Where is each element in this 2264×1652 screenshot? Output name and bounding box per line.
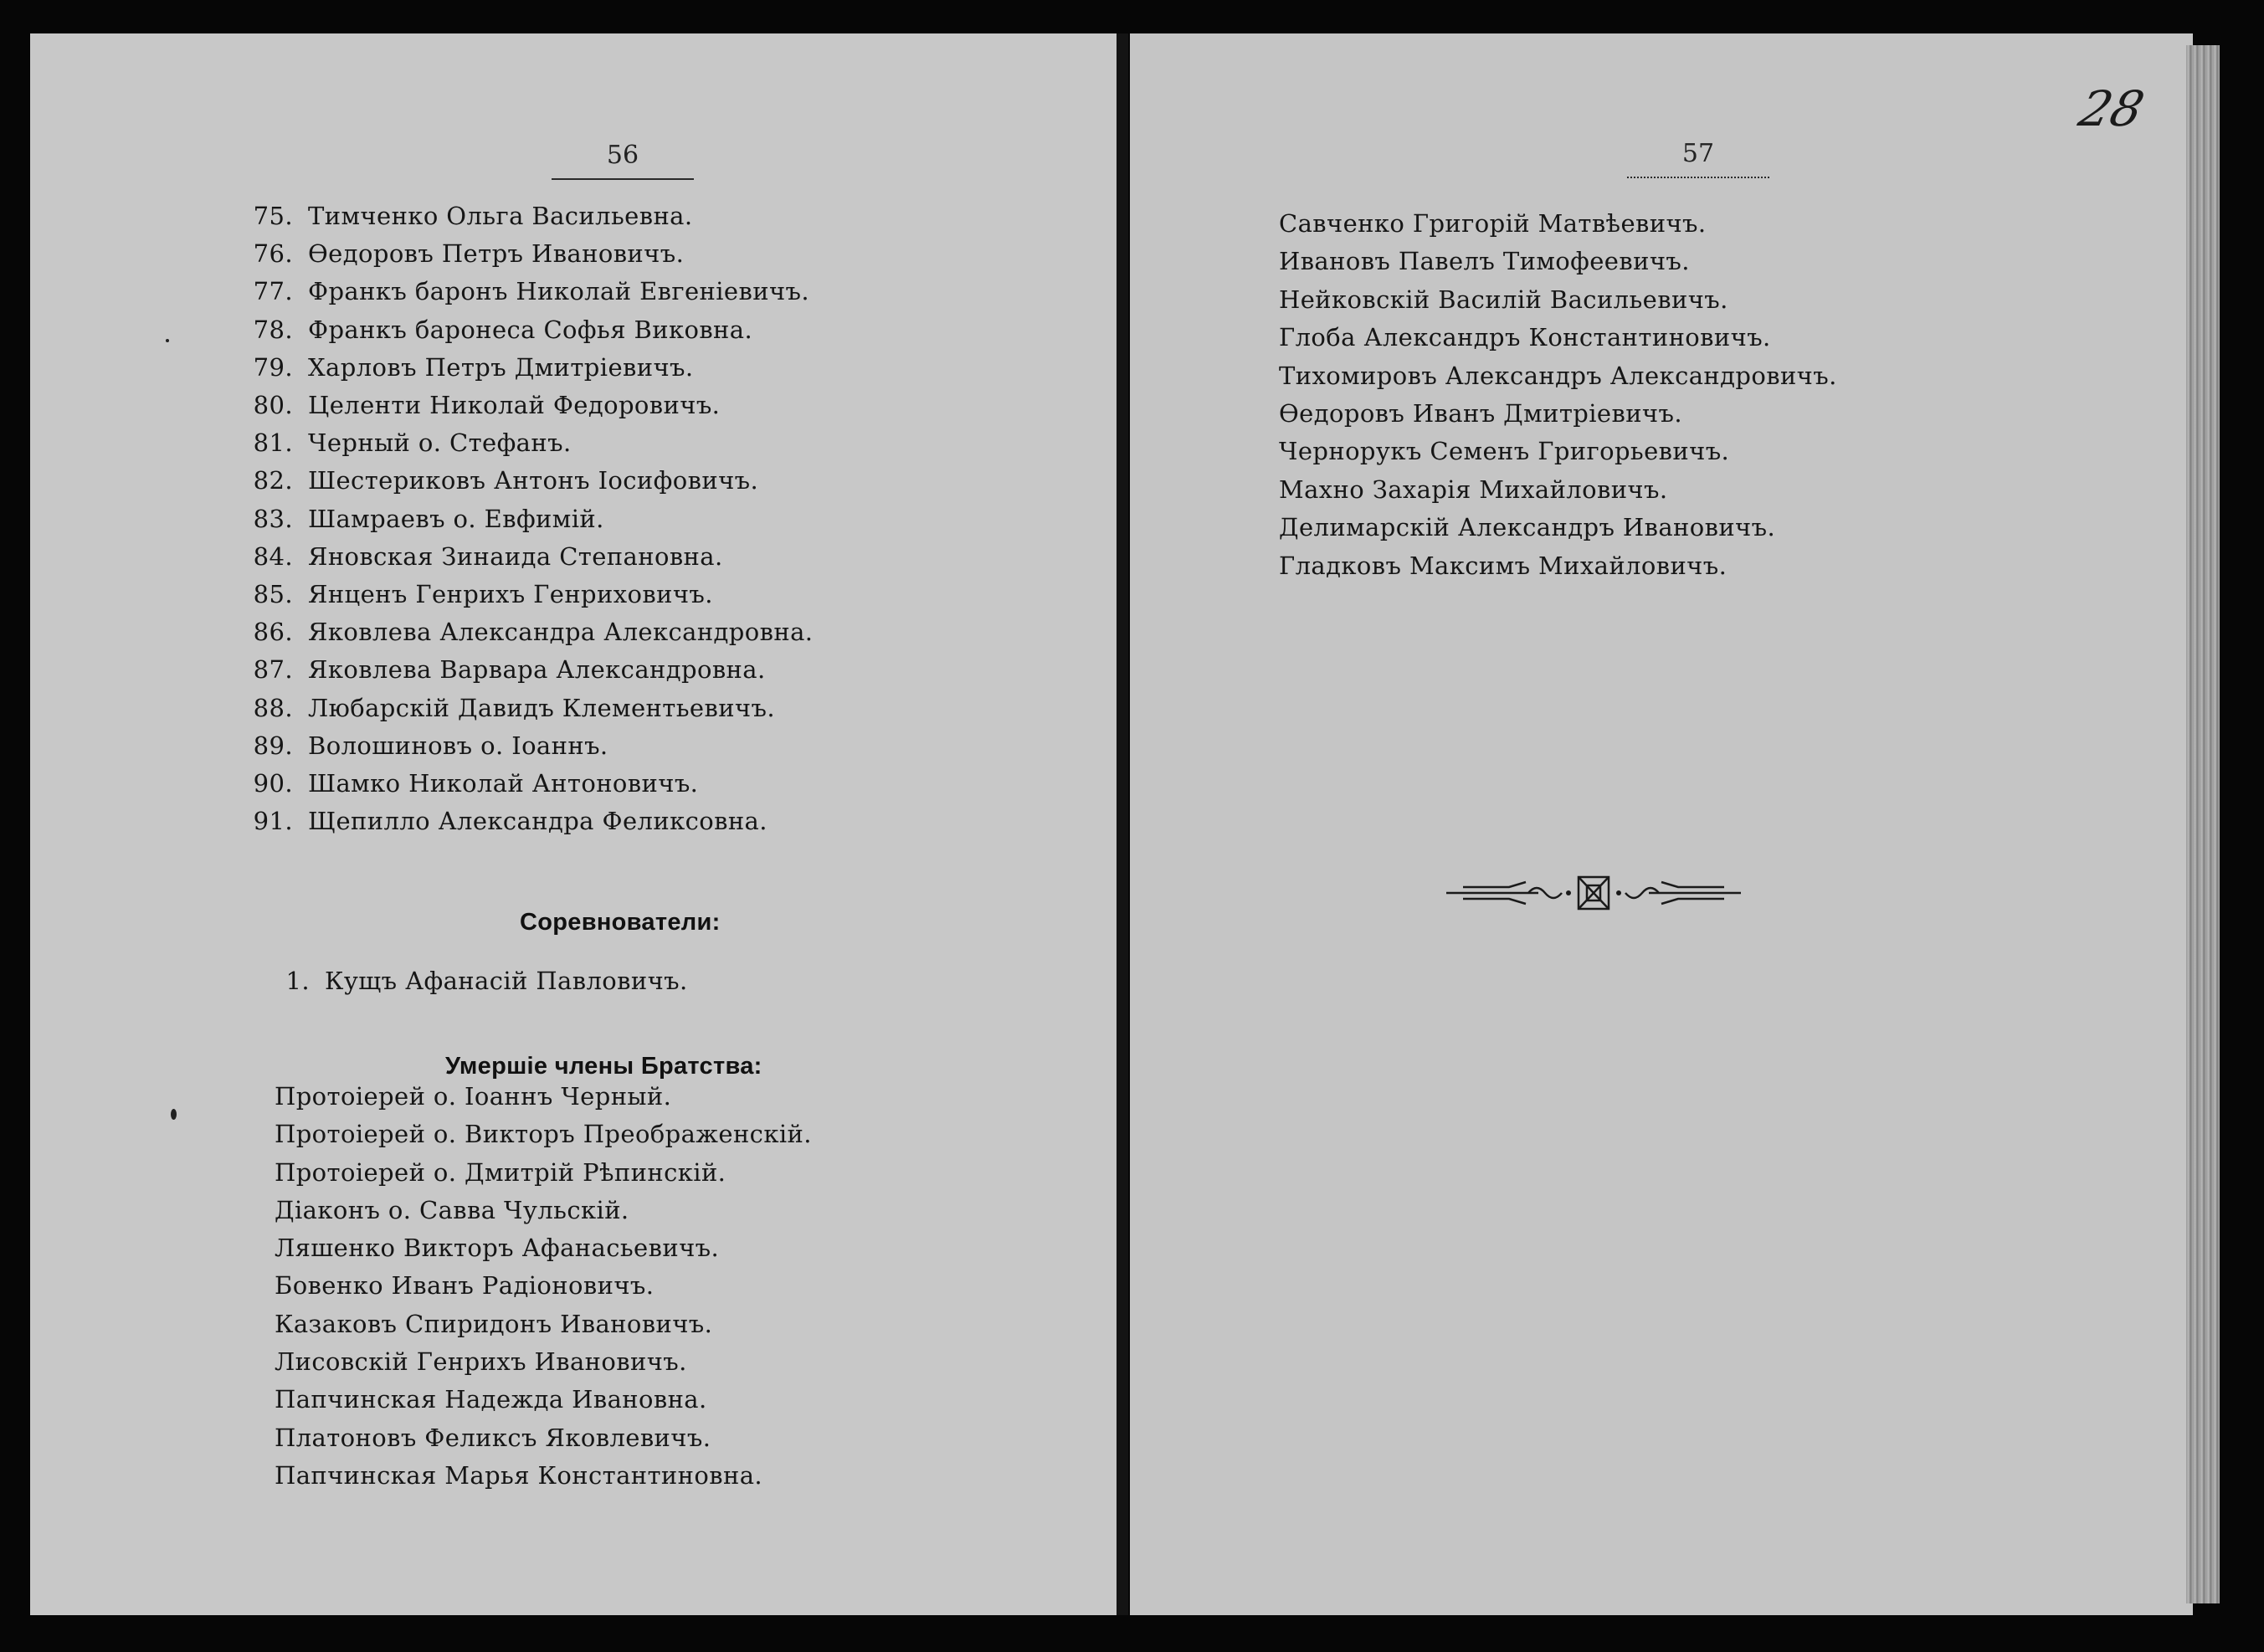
item-name: Янценъ Генрихъ Генриховичъ. (308, 580, 713, 609)
list-item: Махно Захарія Михайловичъ. (1279, 475, 1668, 504)
list-item: Савченко Григорій Матвѣевичъ. (1279, 209, 1707, 238)
item-number: 89. (253, 731, 293, 760)
item-name: Ѳедоровъ Петръ Ивановичъ. (308, 239, 685, 269)
item-name: Яковлева Варвара Александровна. (308, 655, 766, 685)
item-number: 1. (285, 967, 310, 995)
book-spine (1117, 33, 1128, 1615)
competitor-item (273, 967, 688, 995)
item-name: Тимченко Ольга Васильевна. (308, 202, 693, 230)
list-item: Делимарскій Александръ Ивановичъ. (1279, 513, 1776, 542)
left-page (30, 33, 1122, 1615)
ink-speck (166, 339, 169, 342)
list-item (249, 424, 813, 462)
members-list (249, 198, 813, 840)
page-edges (2186, 45, 2220, 1603)
item-number: 78. (253, 315, 293, 344)
list-item (249, 500, 813, 538)
item-number: 86. (253, 618, 293, 647)
list-item (249, 198, 813, 235)
page-number-right: 57 (1627, 139, 1769, 178)
list-item: Тихомировъ Александръ Александровичъ. (1279, 361, 1837, 390)
item-number: 91. (253, 807, 293, 836)
list-item: Ляшенко Викторъ Афанасьевичъ. (275, 1234, 720, 1263)
item-number: 75. (253, 202, 293, 230)
ink-speck (171, 1109, 177, 1120)
list-item: Глоба Александръ Константиновичъ. (1279, 323, 1771, 352)
list-item: Бовенко Иванъ Радіоновичъ. (275, 1271, 655, 1301)
list-item: Протоіерей о. Дмитрій Рѣпинскій. (275, 1157, 726, 1187)
list-item (249, 803, 813, 840)
list-item (249, 387, 813, 424)
competitors-heading: Соревнователи: (520, 909, 721, 936)
item-number: 81. (253, 428, 293, 458)
item-name: Шамраевъ о. Евфимій. (308, 504, 604, 533)
list-item (249, 462, 813, 500)
list-item (249, 651, 813, 689)
list-item (249, 538, 813, 576)
item-number: 90. (253, 769, 293, 798)
item-name: Яковлева Александра Александровна. (308, 618, 814, 647)
item-name: Шестериковъ Антонъ Іосифовичъ. (308, 466, 759, 495)
item-number: 85. (253, 580, 293, 609)
list-item: Лисовскій Генрихъ Ивановичъ. (275, 1347, 687, 1377)
item-number: 76. (253, 239, 293, 269)
list-item: Гладковъ Максимъ Михайловичъ. (1279, 551, 1728, 580)
item-name: Целенти Николай Федоровичъ. (308, 391, 721, 420)
item-number: 83. (253, 504, 293, 533)
item-number: 84. (253, 541, 293, 571)
list-item: Чернорукъ Семенъ Григорьевичъ. (1279, 437, 1730, 466)
item-name: Франкъ баронъ Николай Евгеніевичъ. (308, 277, 809, 306)
deceased-list (275, 1078, 812, 1495)
list-item: Протоіерей о. Викторъ Преображенскій. (275, 1120, 812, 1149)
item-number: 77. (253, 277, 293, 306)
list-item: Нейковскій Василій Васильевичъ. (1279, 285, 1728, 314)
list-item: Ѳедоровъ Иванъ Дмитріевичъ. (1279, 399, 1682, 428)
item-name: Черный о. Стефанъ. (308, 428, 572, 458)
list-item (249, 235, 813, 273)
item-number: 82. (253, 466, 293, 495)
item-name: Кущъ Афанасій Павловичъ. (325, 967, 688, 995)
list-item: Папчинская Марья Константиновна. (275, 1460, 763, 1490)
list-item: Казаковъ Спиридонъ Ивановичъ. (275, 1309, 713, 1338)
handwritten-page-annotation: 28 (2073, 80, 2150, 137)
list-item: Протоіерей о. Іоаннъ Черный. (275, 1082, 672, 1111)
item-name: Франкъ баронеса Софья Виковна. (308, 315, 753, 344)
item-name: Харловъ Петръ Дмитріевичъ. (308, 352, 694, 382)
list-item (249, 613, 813, 651)
item-name: Яновская Зинаида Степановна. (308, 541, 723, 571)
list-item (249, 765, 813, 803)
list-item (249, 576, 813, 613)
deceased-heading: Умершіе члены Братства: (445, 1053, 762, 1080)
item-name: Щепилло Александра Феликсовна. (308, 807, 768, 836)
names-list (1279, 205, 1837, 585)
item-name: Волошиновъ о. Іоаннъ. (308, 731, 608, 760)
item-number: 87. (253, 655, 293, 685)
list-item: Платоновъ Феликсъ Яковлевичъ. (275, 1423, 711, 1452)
list-item (249, 273, 813, 310)
page-number-left: 56 (552, 141, 694, 180)
item-number: 79. (253, 352, 293, 382)
list-item: Діаконъ о. Савва Чульскій. (275, 1195, 629, 1224)
item-name: Шамко Николай Антоновичъ. (308, 769, 699, 798)
list-item (249, 727, 813, 765)
list-item: Папчинская Надежда Ивановна. (275, 1385, 707, 1414)
item-number: 88. (253, 693, 293, 722)
decorative-ornament-icon (1446, 870, 1741, 916)
item-number: 80. (253, 391, 293, 420)
list-item (249, 349, 813, 387)
list-item (249, 311, 813, 349)
item-name: Любарскій Давидъ Клементьевичъ. (308, 693, 775, 722)
list-item: Ивановъ Павелъ Тимофеевичъ. (1279, 247, 1690, 276)
list-item (249, 690, 813, 727)
